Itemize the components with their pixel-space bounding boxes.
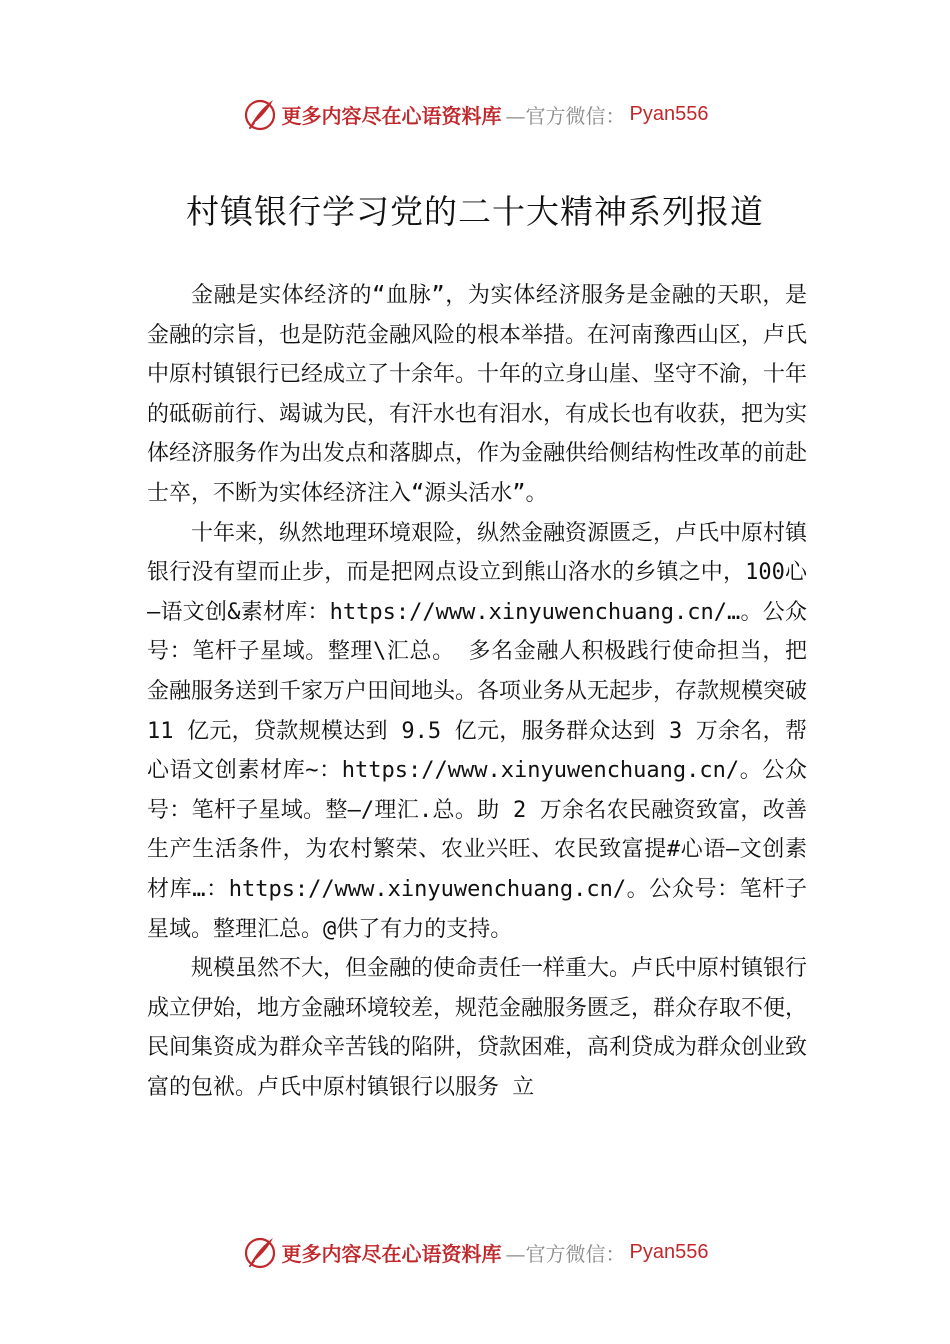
header-banner-content <box>242 96 709 132</box>
quill-logo-icon <box>242 96 278 132</box>
footer-banner-content <box>242 1234 709 1270</box>
banner-site-text: 更多内容尽在心语资料库 <box>281 1241 502 1266</box>
header-banner <box>0 92 950 136</box>
document-body <box>147 276 807 1107</box>
banner-wechat-label: —官方微信： <box>505 1241 626 1266</box>
body-paragraph-1: 金融是实体经济的“血脉”，为实体经济服务是金融的天职，是金融的宗旨，也是防范金融风险的根本举措。在河南豫西山区，卢氏中原村镇银行已经成立了十余年。十年的立身山崖、坚守不渝，十年的砥砺前行、竭诚为民，有汗水也有泪水，有成长也有收获，把为实体经济服务作为出发点和落脚点，作为金融供给侧结构性改革的前赴士卒，不断为实体经济注入“源头活水”。 <box>147 283 808 506</box>
banner-wechat-label: —官方微信： <box>505 103 626 128</box>
body-paragraph-3: 规模虽然不大，但金融的使命责任一样重大。卢氏中原村镇银行成立伊始，地方金融环境较差，规范金融服务匮乏，群众存取不便，民间集资成为群众辛苦钱的陷阱，贷款困难，高利贷成为群众创业致富的包袱。卢氏中原村镇银行以服务 立 <box>147 956 808 1100</box>
banner-site-text: 更多内容尽在心语资料库 <box>281 103 502 128</box>
banner-wechat-id: Pyan556 <box>629 1240 709 1263</box>
footer-banner <box>0 1230 950 1274</box>
quill-logo-icon <box>242 1234 278 1270</box>
body-paragraph-2: 十年来，纵然地理环境艰险，纵然金融资源匮乏，卢氏中原村镇银行没有望而止步，而是把网点设立到熊山洛水的乡镇之中，100心—语文创&素材库：https://www.xinyuwenchuang.cn/…。公众号：笔杆子星域。整理\汇总。 多名金融人积极践行使命担当，把金融服务送到千家万户田间地头。各项业务从无起步，存款规模突破 11 亿元，贷款规模达到 9.5 亿元，服务群众达到 3 万余名，帮心语文创素材库~：https://www.xinyuwenchuang.cn/。公众号：笔杆子星域。整—/理汇.总。助 2 万余名农民融资致富，改善生产生活条件，为农村繁荣、农业兴旺、农民致富提#心语—文创素材库…：https://www.xinyuwenchuang.cn/。公众号：笔杆子星域。整理汇总。@供了有力的支持。 <box>147 520 808 942</box>
banner-wechat-id: Pyan556 <box>629 102 709 125</box>
document-title: 村镇银行学习党的二十大精神系列报道 <box>186 192 764 231</box>
